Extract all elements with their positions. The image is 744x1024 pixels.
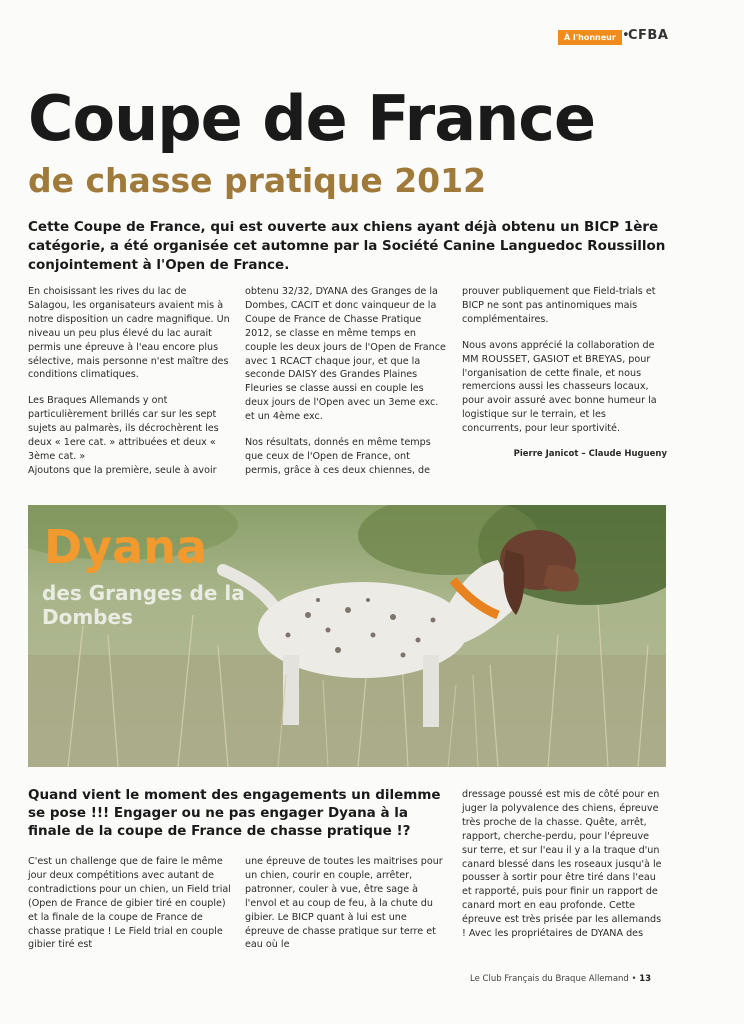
paragraph: C'est un challenge que de faire le même jour deux compétitions avec autant de contradictions pour un chien, un Field trial (Open de France de gibier tiré en couple) et la finale de la coupe de France de chasse pratique ! Le Field trial en couple gibier tiré est xyxy=(28,856,231,951)
paragraph: Nos résultats, donnés en même temps que ceux de l'Open de France, ont permis, grâce à ces deux chiennes, de xyxy=(245,437,431,476)
paragraph: dressage poussé est mis de côté pour en juger la polyvalence des chiens, épreuve très proche de la chasse. Quête, arrêt, rapport, cherche-perdu, pour l'épreuve sur terre, et sur l'eau il y a la traque d'un canard blessé dans les roseaux jusqu'à le pousser à sortir pour être tiré dans l'eau et rapporté, puis pour finir un rapport de canard mort en eau profonde. Cette épreuve est très prisée par les allemands ! Avec les propriétaires de DYANA des xyxy=(462,789,662,940)
author-signature: Pierre Janicot – Claude Hugueny xyxy=(513,449,667,460)
dog-photo xyxy=(28,505,666,767)
intro-paragraph: Cette Coupe de France, qui est ouverte aux chiens ayant déjà obtenu un BICP 1ère catégorie, a été organisée cet automne par la Société Canine Languedoc Roussillon conjointement à l'Open de France. xyxy=(28,219,666,273)
page-subtitle: de chasse pratique 2012 xyxy=(28,161,487,200)
paragraph: Ajoutons que la première, seule à avoir xyxy=(28,464,217,476)
column-6 xyxy=(462,788,667,953)
column-5 xyxy=(245,855,448,964)
column-1 xyxy=(28,285,231,490)
section-heading: Quand vient le moment des engagements un dilemme se pose !!! Engager ou ne pas engager Dyana à la finale de la coupe de France de chasse pratique !? xyxy=(28,787,441,839)
cfba-logo: CFBA xyxy=(628,28,669,43)
paragraph: prouver publiquement que Field-trials et BICP ne sont pas antinomiques mais complémentaires. xyxy=(462,286,656,325)
column-3 xyxy=(462,285,667,462)
column-2 xyxy=(245,285,448,490)
photo-caption-name: Dyana xyxy=(44,520,207,574)
paragraph: En choisissant les rives du lac de Salagou, les organisateurs avaient mis à notre disposition un cadre magnifique. Un niveau un peu plus élevé du lac aurait permis une épreuve à l'eau encore plus sélective, mais personne n'est maître des conditions climatiques. xyxy=(28,286,230,381)
paragraph: Les Braques Allemands y ont particulièrement brillés car sur les sept sujets au palmarès, ils décrochèrent les deux « 1ere cat. » attribuées et deux « 3ème cat. » xyxy=(28,395,219,462)
footer-page-number: 13 xyxy=(639,974,652,984)
paragraph: une épreuve de toutes les maitrises pour un chien, courir en couple, arrêter, patronner, couler à vue, être sage à l'envol et au coup de feu, à la chute du gibier. Le BICP quant à lui est une épreuve de chasse pratique sur terre et eau où le xyxy=(245,856,443,951)
section-badge: À l'honneur xyxy=(558,30,622,45)
photo-caption-kennel: des Granges de la Dombes xyxy=(42,581,245,629)
page-title: Coupe de France xyxy=(28,82,596,155)
page-footer xyxy=(470,974,651,984)
paragraph: obtenu 32/32, DYANA des Granges de la Dombes, CACIT et donc vainqueur de la Coupe de France de Chasse Pratique 2012, se classe en même temps en couple les deux jours de l'Open de France avec 1 RCACT chaque jour, et que la seconde DAISY des Grandes Plaines Fleuries se classe aussi en couple les deux jours de l'Open avec un 3eme exc. et un 4ème exc. xyxy=(245,286,446,423)
logo-separator: • xyxy=(622,28,630,43)
paragraph: Nous avons apprécié la collaboration de MM ROUSSET, GASIOT et BREYAS, pour l'organisation de cette finale, et nous remercions aussi les chasseurs locaux, pour avoir assuré avec bonne humeur la logistique sur le terrain, et les concurrents, pour leur sportivité. xyxy=(462,339,657,435)
column-4 xyxy=(28,855,231,964)
footer-publication: Le Club Français du Braque Allemand • xyxy=(470,974,640,984)
